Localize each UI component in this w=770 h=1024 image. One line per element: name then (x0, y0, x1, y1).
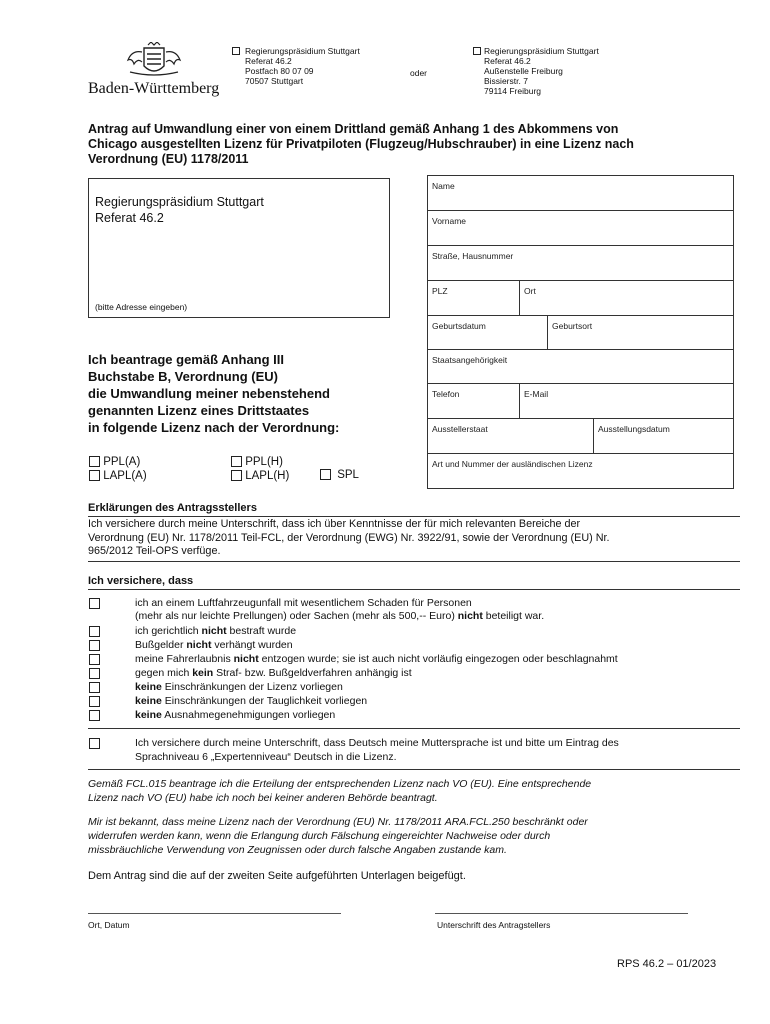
nationality-label: Staatsangehörigkeit (432, 355, 508, 365)
assure-text: Einschränkungen der Tauglichkeit vorliegen (161, 695, 368, 707)
address-line: 70507 Stuttgart (245, 76, 304, 86)
request-statement (88, 351, 339, 436)
personal-data-table (427, 175, 734, 489)
language-text: Ich versichere durch meine Unterschrift, dass Deutsch meine Muttersprache ist und bitte um Eintrag des (135, 737, 619, 749)
assure-text: Bußgelder (135, 639, 187, 651)
lapl-h-label: LAPL(H) (245, 470, 290, 482)
birthplace-label: Geburtsort (552, 321, 593, 331)
address-line: Außenstelle Freiburg (484, 66, 563, 76)
request-line: genannten Lizenz eines Drittstaates (88, 403, 310, 418)
assure-item-fines (89, 639, 729, 652)
lapl-a-label: LAPL(A) (103, 470, 147, 482)
assure-item-text (135, 653, 618, 666)
form-title-line: Verordnung (EU) 1178/2011 (88, 152, 249, 166)
address-option-freiburg (473, 46, 599, 96)
ppl-a-checkbox[interactable] (89, 456, 100, 467)
street-label: Straße, Hausnummer (432, 251, 514, 261)
declarations-heading: Erklärungen des Antragsstellers (88, 502, 257, 514)
place-date-line[interactable] (88, 913, 341, 914)
assure-item-driving-license (89, 653, 729, 666)
note-line: Mir ist bekannt, dass meine Lizenz nach der Verordnung (EU) Nr. 1178/2011 ARA.FCL.250 beschränkt oder (88, 816, 588, 828)
coat-of-arms-logo (118, 42, 190, 82)
assure-text: (mehr als nur leichte Prellungen) oder Sachen (mehr als 500,-- Euro) (135, 610, 458, 622)
declarations-line: Verordnung (EU) Nr. 1178/2011 Teil-FCL, der Verordnung (EWG) Nr. 3922/91, sowie der Verordnung (EU) Nr. (88, 531, 610, 544)
recipient-line: Regierungspräsidium Stuttgart (95, 195, 264, 209)
address-line: Referat 46.2 (484, 56, 531, 66)
assure-item-exemptions (89, 709, 729, 722)
request-line: die Umwandlung meiner nebenstehend (88, 386, 330, 401)
assure-emphasis: keine (135, 681, 162, 693)
accident-checkbox[interactable] (89, 598, 100, 609)
email-label: E-Mail (524, 389, 549, 399)
request-line: Ich beantrage gemäß Anhang III (88, 352, 284, 367)
assure-emphasis: keine (135, 709, 162, 721)
name-label: Name (432, 181, 455, 191)
assure-text: bestraft wurde (226, 625, 297, 637)
assure-item-text-cont (135, 610, 544, 623)
license-restrictions-checkbox[interactable] (89, 682, 100, 693)
language-text: Sprachniveau 6 „Expertenniveau“ Deutsch in die Lizenz. (135, 751, 397, 763)
state-name: Baden-Württemberg (88, 80, 220, 97)
divider (88, 561, 740, 562)
note-line: Lizenz nach VO (EU) habe ich noch bei keiner anderen Behörde beantragt. (88, 792, 438, 804)
license-option-ppl-h[interactable] (231, 456, 283, 468)
vorname-field[interactable] (428, 211, 733, 246)
address-line: Postfach 80 07 09 (245, 66, 314, 76)
assure-item-text (135, 639, 293, 652)
assure-item-criminal (89, 625, 729, 638)
street-field[interactable] (428, 246, 733, 281)
assure-text: Straf- bzw. Bußgeldverfahren anhängig ist (213, 667, 412, 679)
assure-text: verhängt wurden (211, 639, 293, 651)
plz-label: PLZ (432, 286, 448, 296)
license-option-lapl-a[interactable] (89, 470, 147, 482)
fines-checkbox[interactable] (89, 640, 100, 651)
address-hint: (bitte Adresse eingeben) (95, 302, 188, 312)
assure-item-text (135, 709, 335, 722)
ort-field[interactable] (520, 281, 733, 316)
assure-emphasis: nicht (233, 653, 259, 665)
divider (88, 769, 740, 770)
issuing-state-label: Ausstellerstaat (432, 424, 488, 434)
address-line: Bissierstr. 7 (484, 76, 528, 86)
note-line: Gemäß FCL.015 beantrage ich die Erteilung der entsprechenden Lizenz nach VO (EU). Eine entsprechende (88, 778, 592, 790)
issue-date-field[interactable] (594, 419, 733, 454)
lapl-h-checkbox[interactable] (231, 470, 242, 481)
assure-item-text (135, 625, 296, 638)
address-line: Regierungspräsidium Stuttgart (245, 46, 360, 56)
ppl-h-checkbox[interactable] (231, 456, 242, 467)
note-application (88, 777, 591, 805)
recipient-address-box[interactable] (88, 178, 390, 318)
address-option-freiburg-checkbox[interactable] (473, 47, 481, 55)
request-line: in folgende Lizenz nach der Verordnung: (88, 420, 340, 435)
note-line: missbräuchliche Verwendung von Zeugnissen oder durch falsche Angaben zustande kam. (88, 844, 507, 856)
plz-field[interactable] (428, 281, 520, 316)
birthdate-label: Geburtsdatum (432, 321, 486, 331)
ppl-h-label: PPL(H) (245, 456, 283, 468)
assure-item-proceedings (89, 667, 729, 680)
issuing-state-field[interactable] (428, 419, 594, 454)
language-declaration (89, 737, 739, 765)
note-attachments: Dem Antrag sind die auf der zweiten Seite aufgeführten Unterlagen beigefügt. (88, 870, 466, 882)
license-number-field[interactable] (428, 454, 733, 488)
fitness-restrictions-checkbox[interactable] (89, 696, 100, 707)
assure-emphasis: nicht (186, 639, 212, 651)
assure-text: gegen mich (135, 667, 193, 679)
request-line: Buchstabe B, Verordnung (EU) (88, 369, 278, 384)
assure-text: meine Fahrerlaubnis (135, 653, 234, 665)
assure-emphasis: nicht (457, 610, 483, 622)
assure-item-license-restrictions (89, 681, 729, 694)
license-number-label: Art und Nummer der ausländischen Lizenz (432, 459, 593, 469)
spl-label: SPL (337, 469, 359, 481)
phone-field[interactable] (428, 384, 520, 419)
form-title-line: Chicago ausgestellten Lizenz für Privatpiloten (Flugzeug/Hubschrauber) in eine Lizenz nach (88, 137, 634, 151)
exemptions-checkbox[interactable] (89, 710, 100, 721)
driving-license-checkbox[interactable] (89, 654, 100, 665)
recipient-line: Referat 46.2 (95, 211, 164, 225)
form-title-line: Antrag auf Umwandlung einer von einem Drittland gemäß Anhang 1 des Abkommens von (88, 122, 619, 136)
assure-emphasis: kein (192, 667, 214, 679)
assure-text: Einschränkungen der Lizenz vorliegen (161, 681, 343, 693)
license-option-lapl-h[interactable] (231, 470, 289, 482)
ort-label: Ort (524, 286, 536, 296)
declarations-line: Ich versichere durch meine Unterschrift, dass ich über Kenntnisse der für mich relevanten Bereiche der (88, 518, 581, 530)
assure-item-accident (89, 597, 729, 625)
assure-text: beteiligt war. (482, 610, 545, 622)
spl-checkbox[interactable] (320, 469, 331, 480)
divider (88, 589, 740, 590)
place-date-label: Ort, Datum (88, 920, 130, 930)
address-line: Regierungspräsidium Stuttgart (484, 46, 599, 56)
name-field[interactable] (428, 176, 733, 211)
address-option-stuttgart-checkbox[interactable] (232, 47, 240, 55)
note-line: widerrufen werden kann, wenn die Erlangung durch Fälschung eingereichter Nachweise oder durch (88, 830, 551, 842)
birthplace-field[interactable] (548, 316, 733, 350)
divider (88, 728, 740, 729)
assure-item-text: ich an einem Luftfahrzeugunfall mit wesentlichem Schaden für Personen (135, 597, 472, 609)
issue-date-label: Ausstellungsdatum (598, 424, 670, 434)
declarations-text (88, 518, 610, 559)
assure-emphasis: nicht (201, 625, 227, 637)
assure-item-text (135, 667, 412, 680)
form-code: RPS 46.2 – 01/2023 (617, 958, 717, 970)
license-option-spl[interactable] (320, 469, 359, 481)
assure-heading: Ich versichere, dass (88, 575, 194, 587)
ppl-a-label: PPL(A) (103, 456, 141, 468)
license-option-ppl-a[interactable] (89, 456, 140, 468)
phone-label: Telefon (432, 389, 460, 399)
or-label: oder (410, 68, 428, 78)
criminal-checkbox[interactable] (89, 626, 100, 637)
language-checkbox[interactable] (89, 738, 100, 749)
signature-label: Unterschrift des Antragstellers (437, 920, 551, 930)
assure-item-text (135, 695, 367, 708)
form-title (88, 122, 634, 167)
vorname-label: Vorname (432, 216, 467, 226)
lapl-a-checkbox[interactable] (89, 470, 100, 481)
assure-emphasis: keine (135, 695, 162, 707)
assure-text: ich gerichtlich (135, 625, 202, 637)
email-field[interactable] (520, 384, 733, 419)
assure-item-fitness-restrictions (89, 695, 729, 708)
address-option-stuttgart (232, 46, 360, 86)
birthdate-field[interactable] (428, 316, 548, 350)
address-line: Referat 46.2 (245, 56, 292, 66)
assure-item-text (135, 681, 343, 694)
assure-text: Ausnahmegenehmigungen vorliegen (161, 709, 336, 721)
proceedings-checkbox[interactable] (89, 668, 100, 679)
declarations-line: 965/2012 Teil-OPS verfüge. (88, 545, 221, 557)
signature-line[interactable] (435, 913, 688, 914)
address-line: 79114 Freiburg (484, 86, 542, 96)
assure-text: entzogen wurde; sie ist auch nicht vorläufig eingezogen oder beschlagnahmt (258, 653, 618, 665)
note-revocation (88, 815, 588, 857)
nationality-field[interactable] (428, 350, 733, 384)
divider (88, 516, 740, 517)
